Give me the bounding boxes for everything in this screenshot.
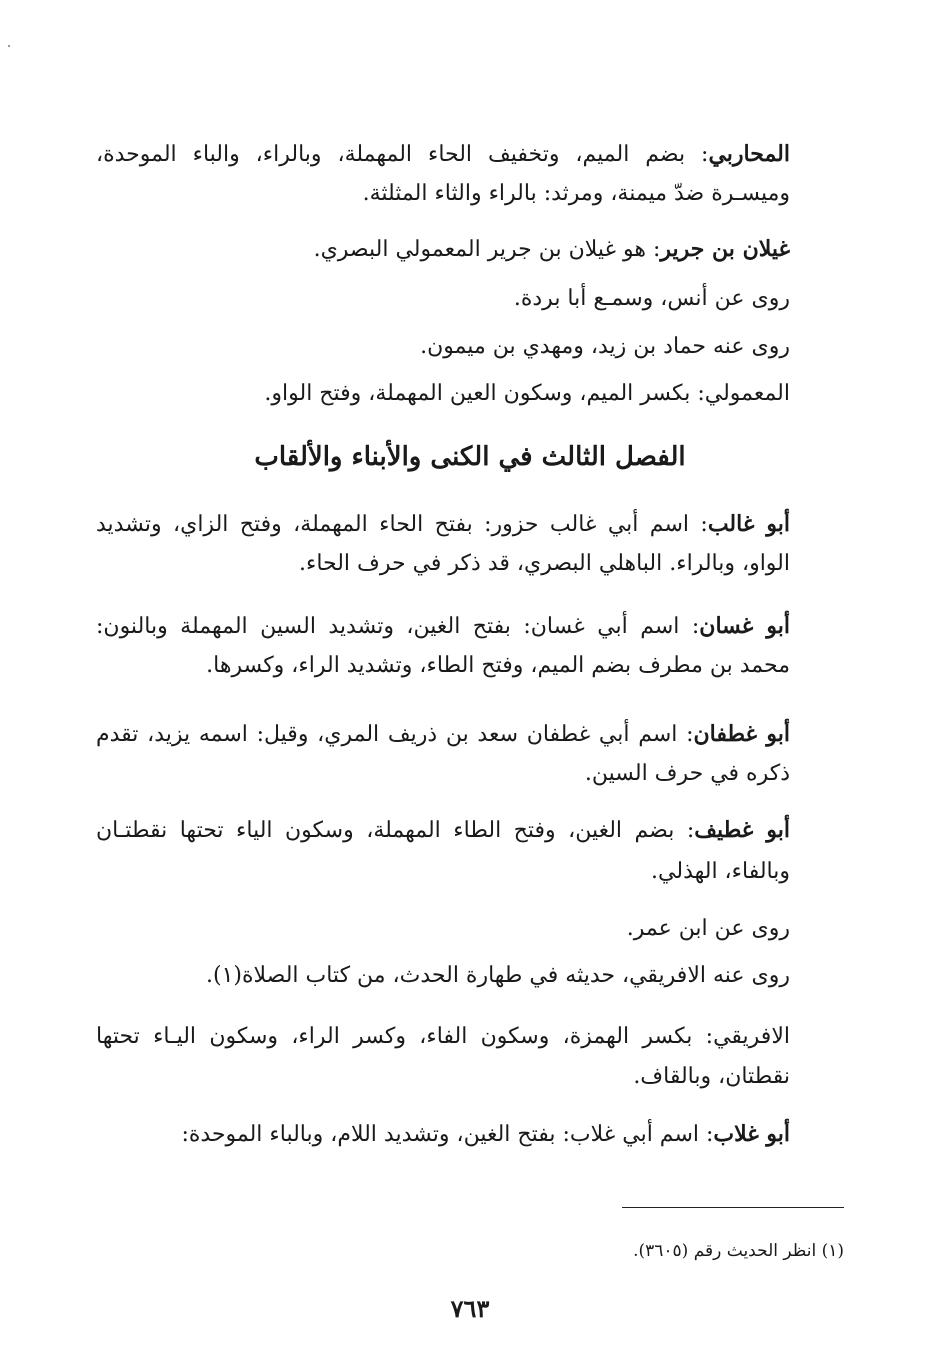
line-text: : اسم أبي غالب حزور: بفتح الحاء المهملة، وفتح الزاي، وتشديد (96, 512, 708, 537)
line-text: روى عن ابن عمر. (626, 916, 790, 941)
entry-term: أبو غالب (707, 511, 790, 537)
text-line (96, 510, 790, 539)
line-text: : بضم الميم، وتخفيف الحاء المهملة، وبالراء، والباء الموحدة، (96, 142, 709, 167)
line-text: الواو، وبالراء. الباهلي البصري، قد ذكر في حرف الحاء. (298, 551, 790, 576)
line-text: روى عنه حماد بن زيد، ومهدي بن ميمون. (420, 334, 790, 359)
page-number: ٧٦٣ (450, 1294, 490, 1323)
entry-term: أبو غلاب (713, 1121, 790, 1147)
scan-speck (8, 45, 10, 47)
line-text: الافريقي: بكسر الهمزة، وسكون الفاء، وكسر الراء، وسكون اليـاء تحتها (96, 1024, 790, 1049)
entry-term: أبو غطفان (693, 721, 790, 747)
entry-term: أبو غسان (699, 613, 791, 639)
line-text: محمد بن مطرف بضم الميم، وفتح الطاء، وتشديد الراء، وكسرها. (206, 653, 790, 678)
text-line (96, 760, 790, 788)
text-line (314, 235, 790, 264)
footnote-divider (622, 1207, 844, 1208)
text-line (96, 550, 790, 578)
text-line (96, 1023, 790, 1051)
line-text: : اسم أبي غلاب: بفتح الغين، وتشديد اللام، وبالباء الموحدة: (181, 1122, 714, 1147)
text-line (96, 612, 790, 641)
text-line (627, 915, 790, 943)
line-text: : بضم الغين، وفتح الطاء المهملة، وسكون الياء تحتها نقطتـان (96, 818, 695, 843)
section-heading: الفصل الثالث في الكنى والأبناء والألقاب (254, 442, 686, 472)
line-text: : هو غيلان بن جرير المعمولي البصري. (313, 237, 661, 262)
entry-term: أبو غطيف (694, 817, 790, 843)
text-line (514, 285, 790, 313)
text-line (96, 720, 790, 749)
line-text: نقطتان، وبالقاف. (633, 1064, 790, 1089)
entry-term: المحاربي (708, 141, 790, 167)
line-text: ذكره في حرف السين. (584, 761, 790, 786)
text-line (96, 858, 790, 886)
text-line (181, 1120, 790, 1149)
text-line (420, 333, 790, 361)
line-text: وميسـرة ضدّ ميمنة، ومرثد: بالراء والثاء المثلثة. (362, 181, 790, 206)
text-line (96, 1063, 790, 1091)
footnote: (١) انظر الحديث رقم (٣٦٠٥). (633, 1241, 844, 1261)
line-text: روى عنه الافريقي، حديثه في طهارة الحدث، من كتاب الصلاة(١). (205, 963, 790, 988)
line-text: : اسم أبي غطفان سعد بن ذريف المري، وقيل: اسمه يزيد، تقدم (96, 722, 694, 747)
text-line (96, 140, 790, 169)
line-text: : اسم أبي غسان: بفتح الغين، وتشديد السين المهملة وبالنون: (96, 614, 700, 639)
entry-term: غيلان بن جرير (660, 236, 790, 262)
line-text: روى عن أنس، وسمـع أبا بردة. (513, 286, 790, 311)
text-line (96, 180, 790, 208)
text-line (206, 962, 790, 990)
text-line (96, 816, 790, 845)
text-line (96, 652, 790, 680)
line-text: وبالفاء، الهذلي. (651, 859, 790, 884)
text-line (264, 380, 790, 408)
line-text: المعمولي: بكسر الميم، وسكون العين المهملة، وفتح الواو. (264, 381, 790, 406)
